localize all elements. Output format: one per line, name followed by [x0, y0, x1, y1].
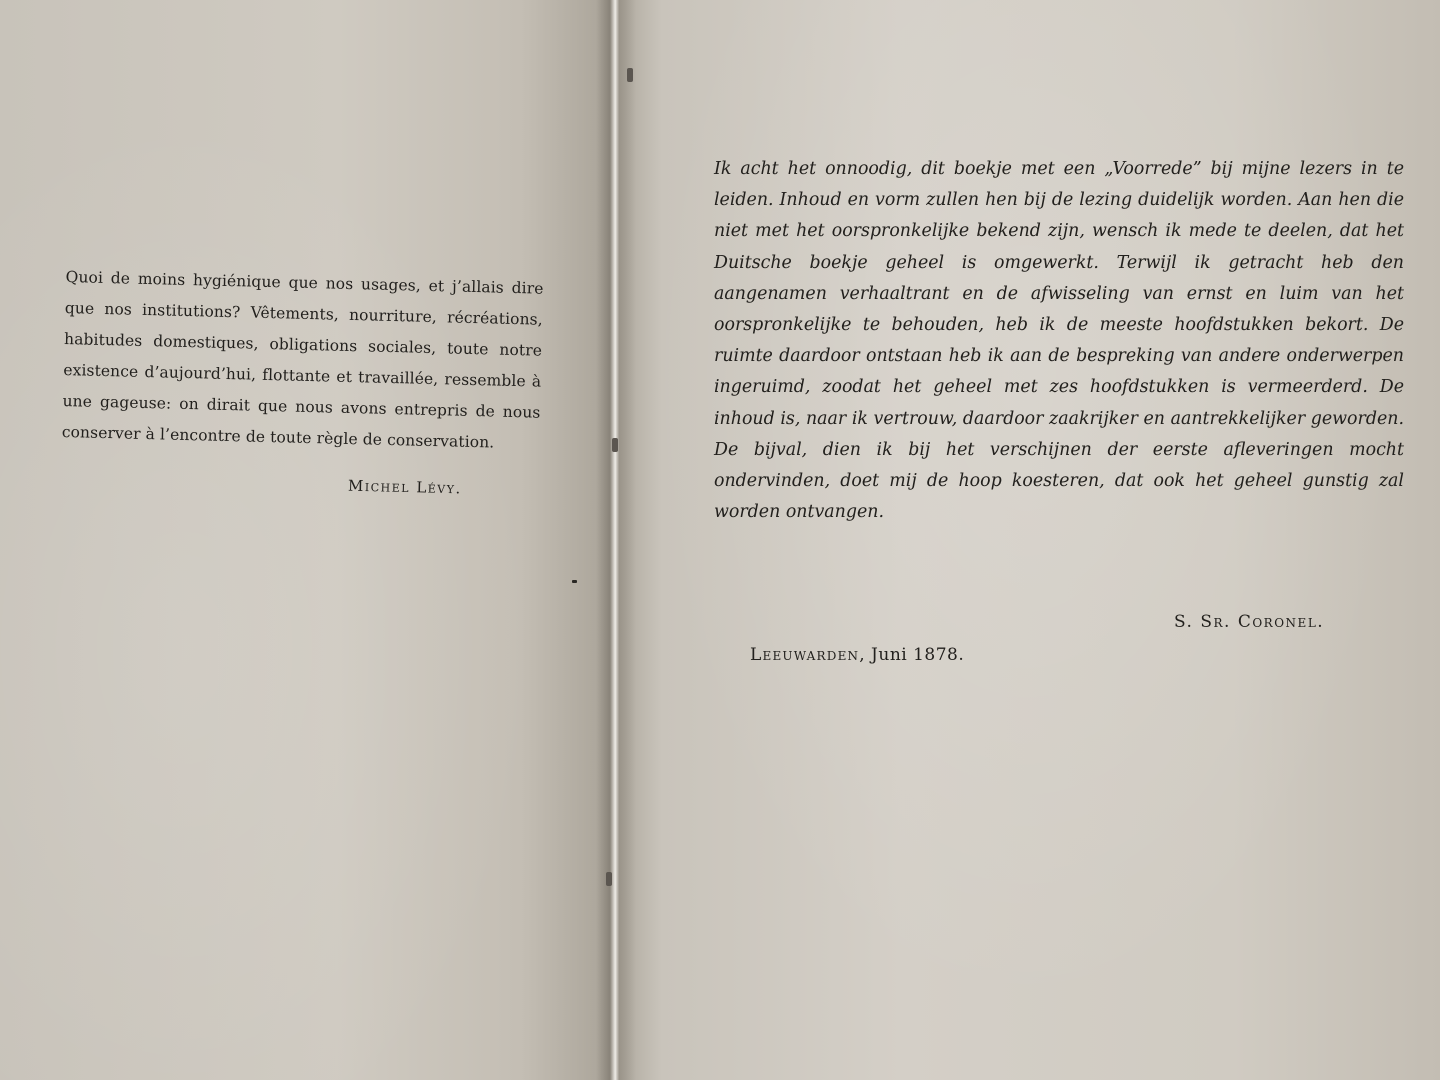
place-date-line [750, 645, 964, 665]
binding-stitch [627, 68, 633, 82]
preface-text: Ik acht het onnoodig, dit boekje met een „Voorrede” bij mijne lezers in te leiden. Inhoud en vorm zullen hen bij de lezing duidelijk worden. Aan hen die niet met het oorspronkelijke bekend zijn, wensch ik mede te deelen, dat het Duitsche boekje geheel is omgewerkt. Terwijl ik getracht heb den aangenamen verhaaltrant en de afwisseling van ernst en luim van het oorspronkelijke te behouden, heb ik de meeste hoofdstukken bekort. De ruimte daardoor ontstaan heb ik aan de bespreking van andere onderwerpen ingeruimd, zoodat het geheel met zes hoofdstukken is vermeerderd. De inhoud is, naar ik vertrouw, daardoor zaakrijker en aantrekkelijker geworden. De bijval, dien ik bij het verschijnen der eerste afleveringen mocht ondervinden, doet mij de hoop koesteren, dat ook het geheel gunstig zal worden ontvangen. [714, 159, 1404, 523]
date-text: , Juni 1878. [859, 645, 965, 665]
paper-speck [572, 580, 577, 583]
preface-signature: S. Sr. Coronel. [1174, 612, 1325, 632]
right-page [612, 0, 1440, 1080]
binding-stitch [606, 872, 612, 886]
book-gutter [596, 0, 636, 1080]
left-page [0, 0, 612, 1080]
binding-stitch [612, 438, 618, 452]
epigraph-author: Michel Lévy. [347, 476, 462, 498]
place-name: Leeuwarden [750, 645, 860, 665]
epigraph-quote: Quoi de moins hygiénique que nos usages, et j’allais dire que nos institutions? Vêtements, nourriture, récréations, habitudes domestiques, obligations sociales, toute notre existence d’aujourd’hui, flottante et travaillée, ressemble à une gageuse: on dirait que nous avons entrepris de nous conserver à l’encontre de toute règle de conservation. [61, 267, 544, 452]
